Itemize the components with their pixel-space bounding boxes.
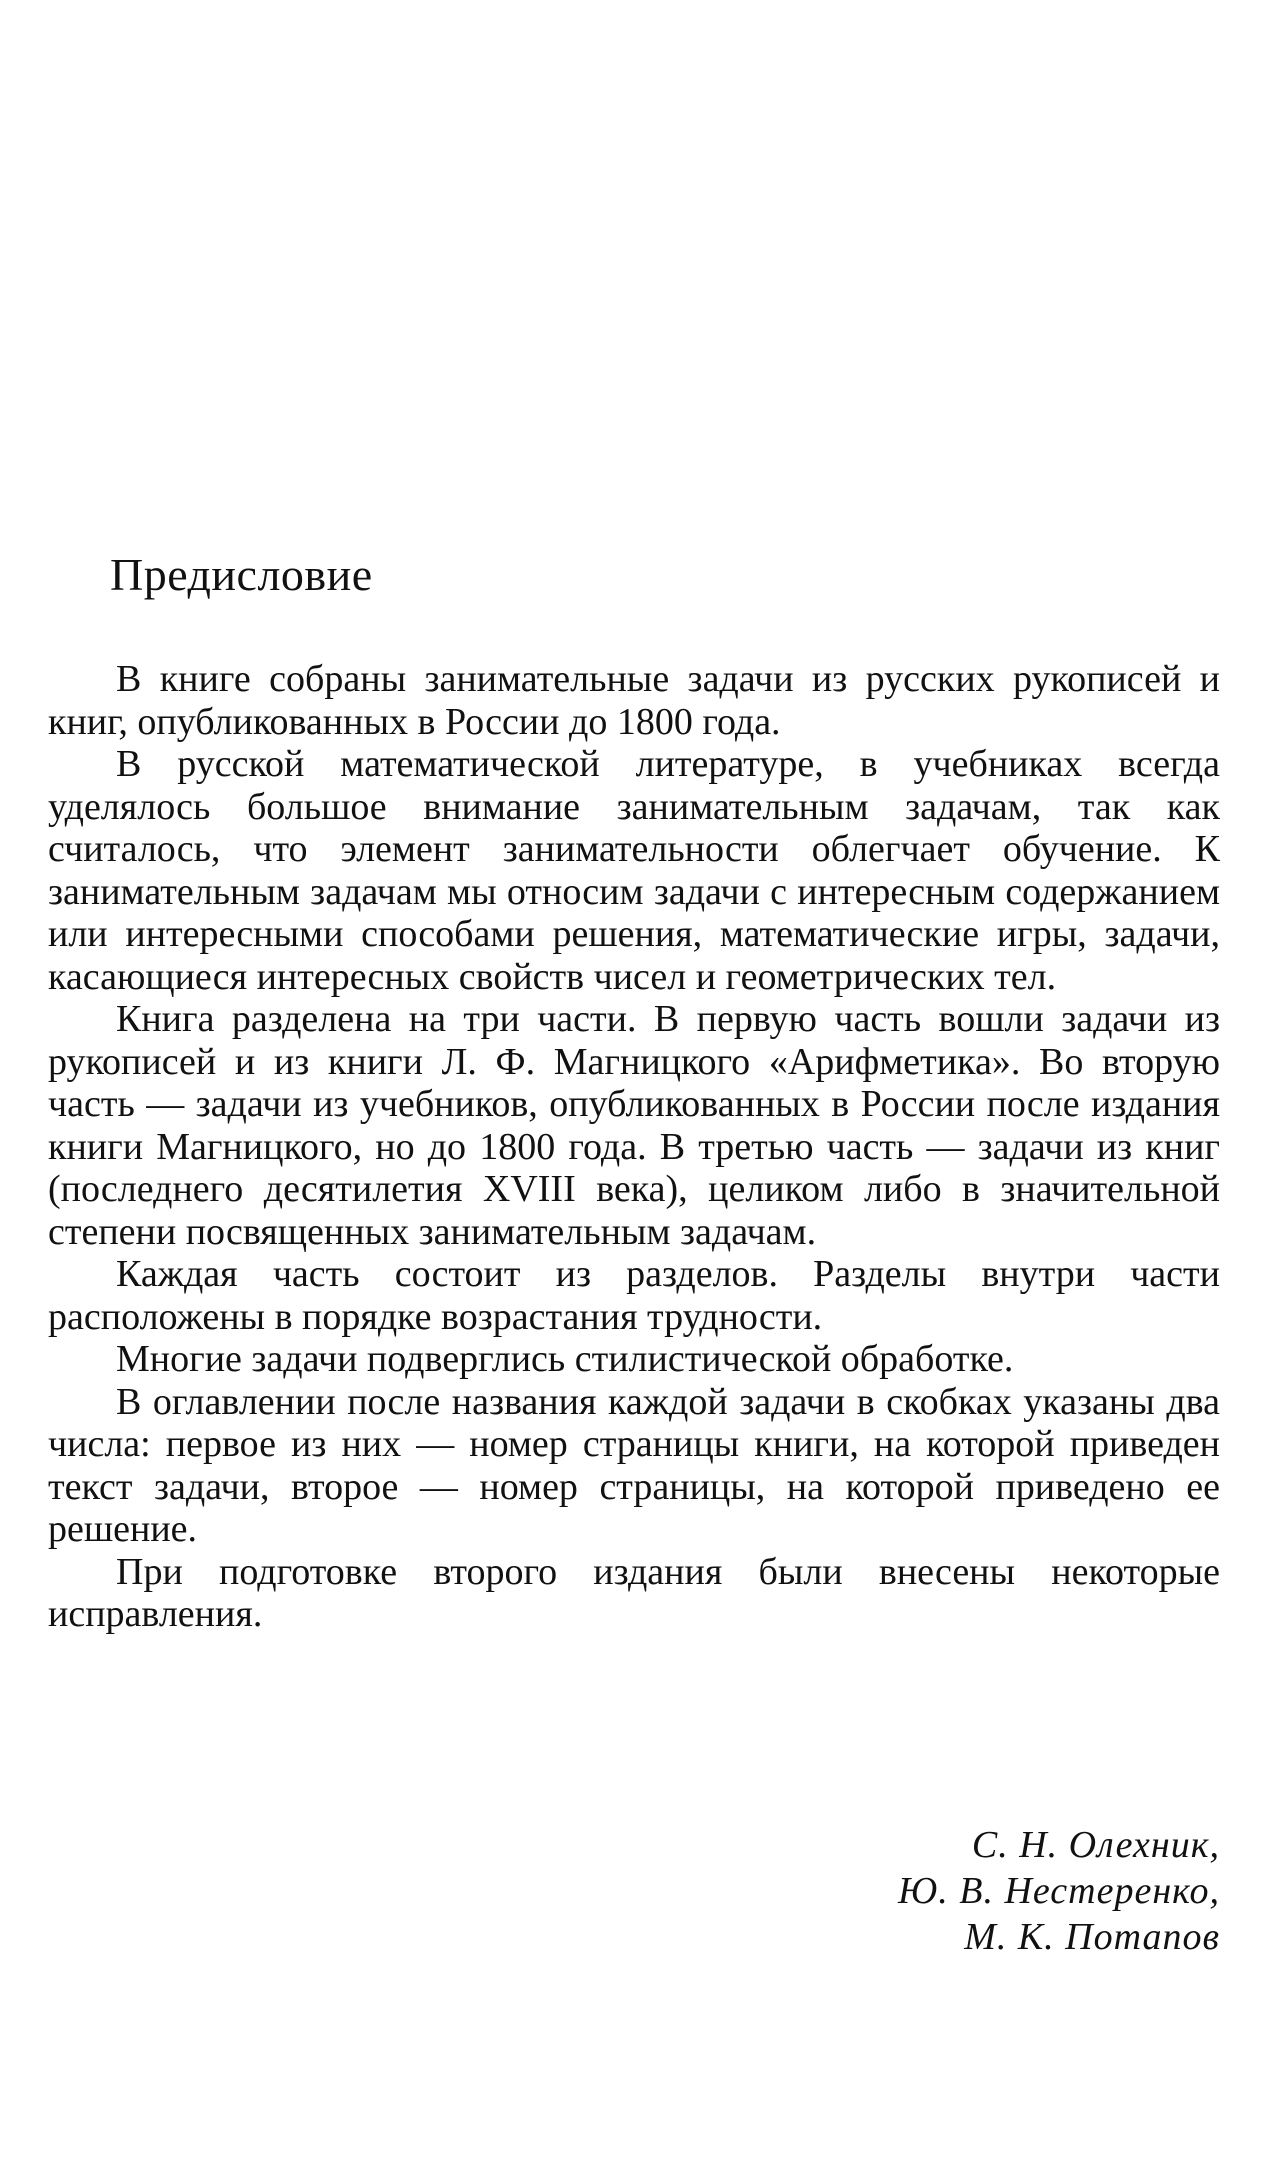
paragraph-3: Книга разделена на три части. В первую часть вошли задачи из рукописей и из книги Л. Ф. Магницкого «Арифметика». Во вторую часть — задачи из учебников, опубликованных в России после издания книги Магницкого, но до 1800 года. В третью часть — задачи из книг (последнего десятилетия XVIII века), целиком либо в значительной степени посвященных занимательным задачам. [48, 998, 1220, 1253]
paragraph-2: В русской математической литературе, в учебниках всегда уделялось большое внимание занимательным задачам, так как считалось, что элемент занимательности облегчает обучение. К занимательным задачам мы относим задачи с интересным содержанием или интересными способами решения, математические игры, задачи, касающиеся интересных свойств чисел и геометрических тел. [48, 743, 1220, 998]
paragraph-7: При подготовке второго издания были внесены некоторые исправления. [48, 1550, 1220, 1635]
paragraph-4: Каждая часть состоит из разделов. Разделы внутри части расположены в порядке возрастания трудности. [48, 1253, 1220, 1338]
paragraph-5: Многие задачи подверглись стилистической обработке. [116, 1338, 1014, 1380]
author-signatures [898, 1822, 1220, 1960]
author-olekhnik: С. Н. Олехник, [971, 1824, 1220, 1866]
author-potapov: М. К. Потапов [964, 1916, 1220, 1958]
paragraph-1: В книге собраны занимательные задачи из русских рукописей и книг, опубликованных в России до 1800 года. [48, 658, 1220, 743]
preface-body [48, 658, 1220, 1636]
paragraph-6: В оглавлении после названия каждой задачи в скобках указаны два числа: первое из них — номер страницы книги, на которой приведен текст задачи, второе — номер страницы, на которой приведено ее решение. [48, 1380, 1220, 1550]
author-nesterenko: Ю. В. Нестеренко, [898, 1870, 1220, 1912]
page-title: Предисловие [110, 549, 373, 600]
